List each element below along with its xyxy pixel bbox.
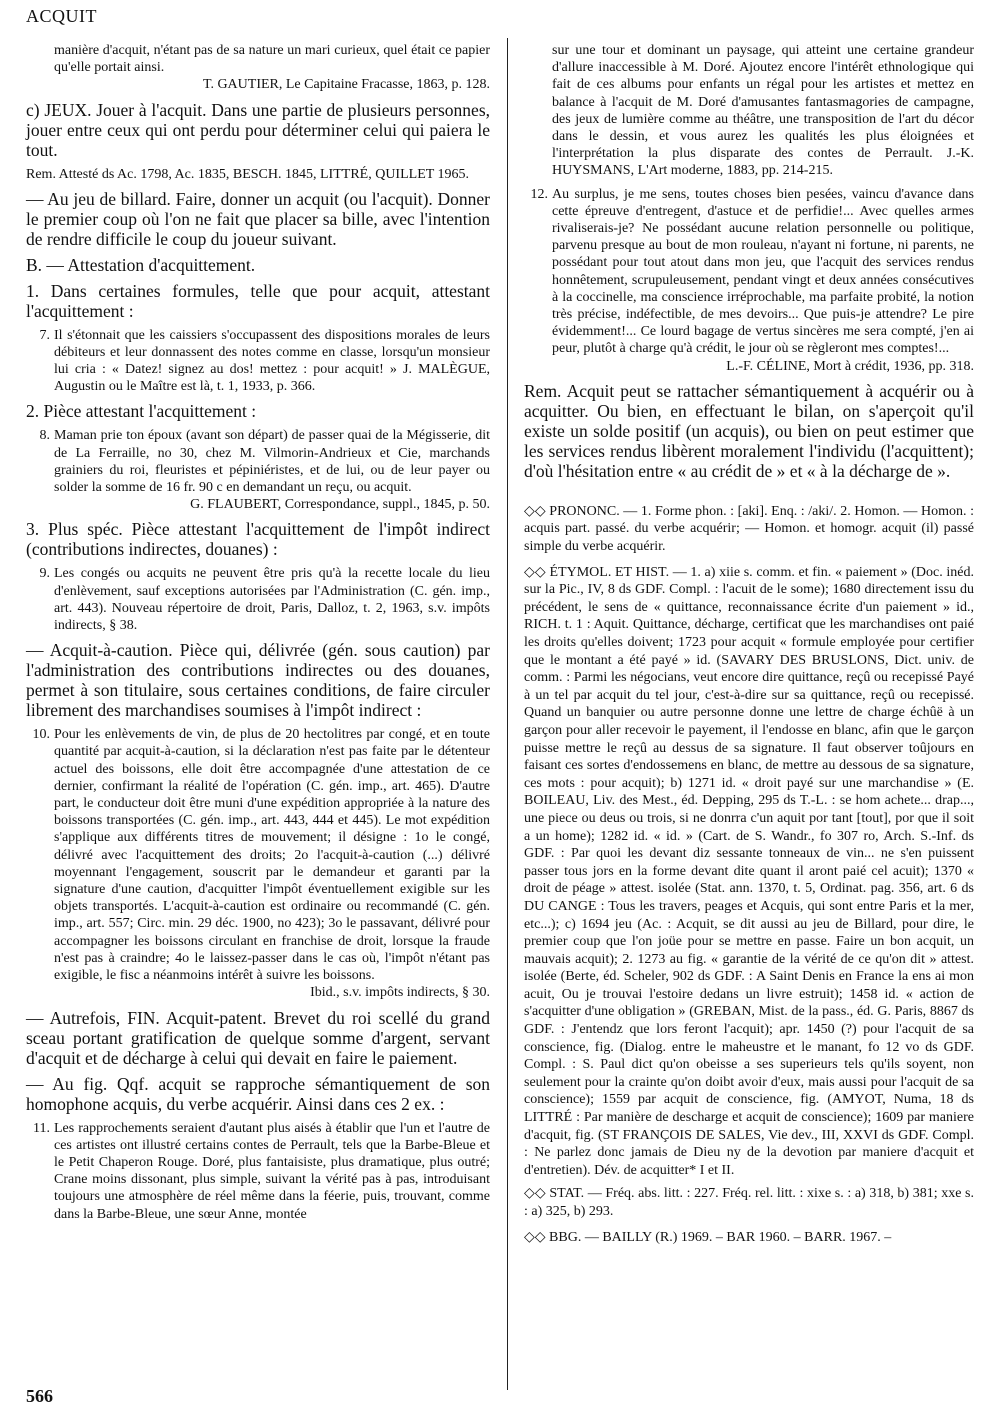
citation-source: L.-F. CÉLINE, Mort à crédit, 1936, pp. 318. — [726, 358, 974, 374]
citation-text: Les rapprochements seraient d'autant plus aisés à établir que l'un et l'autre de ces artistes ont illustré certains contes de Perrault, tels que la Barbe-Bleue et le Petit Chaperon Rouge. Doré, plus fantaisiste, plus dramatique, plus outré; Crane moins dissonant, plus simple, suivant la vérité pas à pas, introduisant toujours une atmosphère de réel même dans la féerie, puis, trouvant, comme dans la Barbe-Bleue, une sœur Anne, montée — [54, 1120, 490, 1222]
hdr-paragraph: 2. Pièce attestant l'acquittement : — [26, 401, 257, 422]
rem-paragraph: Rem. Attesté ds Ac. 1798, Ac. 1835, BESCH. 1845, LITTRÉ, QUILLET 1965. — [26, 166, 470, 182]
citation-source: G. FLAUBERT, Correspondance, suppl., 1845, p. 50. — [190, 497, 490, 513]
citation-number: 10. — [32, 727, 50, 743]
left-column — [26, 42, 490, 1229]
etym-paragraph: ◇◇ ÉTYMOL. ET HIST. — 1. a) xiie s. comm. et fin. « paiement » (Doc. inéd. sur la Pic., IV, 8 ds GDF. Compl. : l'acuit de le some); 1680 directement issu du précédent, le sens de « quittance, reconnaissance écrite d'un paiement » id., RICH. t. 1 : Aquit. Quittance, décharge, certificat que les marchandises ont paié les droits qu'elles doivent; 1723 pour acquit « formule employée pour certifier que le montant a été payé » id. (SAVARY DES BRUSLONS, Dict. univ. de comm. : Parmi les négocians, veut encore dire quittance, reçû ou recepissé Payé à un tel par acquit du tel jour, c'est-à-dire sur sa quittance, reçû ou recepissé. Quand un banquier ou autre personne donne une lettre de charge échûë à un garçon pour aller recevoir le payement, il l'endosse en blanc, afin que le garçon puisse mettre le reçû au dessus de sa signature. Il faut observer toûjours en faisant ces sortes d'endossemens en blanc, de mettre au dessous de sa signature, ces mots : pour acquit); b) 1271 id. « droit payé sur une marchandise » (E. BOILEAU, Liv. des Mest., éd. Depping, 295 ds T.-L. : se hom achete... drap..., une piece ou deus ou trois, si ne donrra c'un aquit por tant [tout], por que il soit a un home); 1282 id. « id. » (Cart. de S. Wandr., fo 307 ro, Arch. S.-Inf. ds GDF. : Par quoi les devant diz sessante tonneaux de vin... ne s'en puissent passer tous jors en la forme devant dite quant il aront paié cel acuit); 1370 « droit de péage » attest. isolée (Stat. ann. 1370, t. 5, Ordinat. pag. 356, art. 6 ds DU CANGE : Tous les travers, peages et Acquis, qui sont entre Paris et la mer, etc...); c) 1694 jeu (Ac. : Acquit, se dit aussi au jeu de Billard, pour dire, le premier coup que l'on joüe pour se mettre en passe. Faire un bon acquit, un mauvais acquit); 2. 1273 au fig. « garantie de la vérité de ce qu'on dit » attest. isolée (Berte, éd. Scheler, 902 ds GDF. : A Saint Denis en France la ens ai mon acuit, Ou je trouvai l'estoire dedans un livre estruit); 1458 id. « action de s'acquitter d'une obligation » (GREBAN, Mist. de la pass., éd. G. Paris, 8867 ds GDF. : J'entendz que lors feront l'acquit); apr. 1450 (?) pour l'acquit de sa conscience, fig. (Dialog. entre le maheustre et le manant, fo 12 vo ds GDF. Compl. : S. Paul dict qu'on obeisse a ses superieurs tels qu'ils soyent, non seulement pour la crainte qu'on doibt avoir d'eux, mais aussi pour l'acquit de sa conscience); 1559 par acquit de conscience, fig. (AMYOT, Numa, 18 ds LITTRÉ : Par manière de descharge et acquit de conscience); 1609 par maniere d'acquit, fig. (ST FRANÇOIS DE SALES, Vie dev., III, XXVI ds GDF. Compl. : Ne parlez donc jamais de Dieu ny de la devotion par maniere d'acquit et d'entretien). Dév. de acquitter* I et II. — [524, 564, 974, 1178]
section-paragraph: ◇◇ STAT. — Fréq. abs. litt. : 227. Fréq. rel. litt. : xixe s. : a) 318, b) 381; xxe s. : a) 325, b) 293. — [524, 1186, 974, 1220]
remlarge-paragraph: Rem. Acquit peut se rattacher sémantiquement à acquérir ou à acquitter. Ou bien, en effectuant le bilan, on s'aperçoit qu'il existe un solde positif (un acquis), ou bien on peut estimer que les services rendus libèrent moralement l'individu (l'acquittent); d'où l'hésitation entre « au crédit de » et « à la décharge de ». — [524, 380, 974, 481]
citation-text: sur une tour et dominant un paysage, qui atteint une certaine grandeur d'allure inaccessible à M. Doré. Ajoutez encore l'intérêt ethnologique qui fait de ces albums pour enfants un régal pour les artistes et mettez en balance à l'acquit de M. Doré d'amusantes fantasmagories de campagne, des jeux de lumière comme au théâtre, une transposition de l'art du décor dans le dessin, et vous aurez les qualités les plus éloignées et l'interprétation la plus disparate des contes de Perrault. J.-K. HUYSMANS, L'Art moderne, 1883, pp. 214-215. — [552, 43, 974, 179]
citation-11. — [26, 1120, 490, 1223]
page-number: 566 — [26, 1386, 53, 1406]
right-column — [524, 42, 974, 1254]
citation-8. — [26, 427, 490, 513]
citation-text: Au surplus, je me sens, toutes choses bien pesées, vaincu d'avance dans cette épreuve d'entregent, d'astuce et de perfidie!... Avec quelles armes rivaliserais-je? Ne possédant aucune relation personnelle ou politique, parvenu presque au bout de mon rouleau, n'ayant ni fortune, ni parents, ne possédant pour tout atout dans mon jeu, que l'acquit des services rendus honnêtement, scrupuleusement, pendant vingt et deux années consécutives à la coccinelle, ma conscience irréprochable, ma parfaite probité, la notion très précise, indéfectible, de mes devoirs... Que puis-je attendre? Le pire évidemment!... Ce lourd bagage de vertus sincères me sera compté, j'en ai peur, plutôt à charge qu'à crédit, le jour où se règleront mes comptes!... — [552, 186, 974, 357]
hdr-paragraph: — Au fig. Qqf. acquit se rapproche sémantiquement de son homophone acquis, du verbe acquérir. Ainsi dans ces 2 ex. : — [26, 1073, 490, 1114]
section-paragraph: ◇◇ BBG. — BAILLY (R.) 1969. – BAR 1960. – BARR. 1967. – — [524, 1229, 892, 1245]
hdr-paragraph: — Autrefois, FIN. Acquit-patent. Brevet du roi scellé du grand sceau portant gratification de quelque somme d'argent, servant d'acquit et de décharge à celui qui devait en faire le paiement. — [26, 1007, 490, 1068]
citation-text: Maman prie ton époux (avant son départ) de passer quai de la Mégisserie, dit de La Ferraille, no 30, chez M. Vilmorin-Andrieux et Cie, marchands grainiers du roi, fleuristes et pépiniéristes, et de lui, ou de leur payer ou solder la somme de 16 fr. 90 c en demandant un reçu, ou acquit. — [54, 428, 490, 496]
citation-7. — [26, 327, 490, 396]
citation-text: manière d'acquit, n'étant pas de sa nature un mari curieux, quel était ce papier qu'elle portait ainsi. — [54, 43, 490, 76]
citation-cont — [26, 42, 490, 94]
citation-12. — [524, 186, 974, 375]
citation-text: Il s'étonnait que les caissiers s'occupassent des dispositions morales de leurs débiteurs et leur donnassent des notes comme en classe, lorsqu'un monsieur lui cria : « Datez! signez au dos! mettez : pour acquit! » J. MALÈGUE, Augustin ou le Maître est là, t. 1, 1933, p. 366. — [54, 327, 490, 395]
hdr-paragraph: c) JEUX. Jouer à l'acquit. Dans une partie de plusieurs personnes, jouer entre ceux qui ont perdu pour déterminer celui qui paiera le tout. — [26, 99, 490, 160]
column-divider — [507, 38, 508, 1390]
citation-number: 7. — [39, 327, 50, 343]
hdr-paragraph: 3. Plus spéc. Pièce attestant l'acquittement de l'impôt indirect (contributions indirectes, douanes) : — [26, 519, 490, 560]
hdr-paragraph: B. — Attestation d'acquittement. — [26, 254, 256, 275]
running-head: ACQUIT — [26, 6, 97, 26]
section-paragraph: ◇◇ PRONONC. — 1. Forme phon. : [aki]. Enq. : /aki/. 2. Homon. — Homon. : acquis part. passé. du verbe acquérir; — Homon. et homogr. acquit (il) passé simple du verbe acquérir. — [524, 503, 974, 555]
citation-9. — [26, 565, 490, 634]
hdr-paragraph: — Acquit-à-caution. Pièce qui, délivrée (gén. sous caution) par l'administration des contributions indirectes ou des douanes, permet à son titulaire, sous certaines conditions, de faire circuler librement des marchandises soumises à l'impôt indirect : — [26, 640, 490, 721]
citation-text: Pour les enlèvements de vin, de plus de 20 hectolitres par congé, et en toute quantité par acquit-à-caution, si la déclaration n'est pas faite par le détenteur actuel des boissons, elle doit être accompagnée d'une attestation de ce dernier, confirmant la réalité de l'opération (C. gén. imp., art. 465). D'autre part, le conducteur doit être muni d'une expédition appropriée à la nature des boissons transportées (C. gén. imp., art. 443, 444 et 445). Le mot expédition s'applique aux différents titres de mouvement; il désigne : 1o le congé, délivré avec l'acquittement des droits; 2o l'acquit-à-caution (...) délivré moyennant l'engagement, souscrit par le demandeur et garanti par la signature d'une caution, d'acquitter l'impôt éventuellement exigible sur les objets transportés. L'acquit-à-caution est ordinaire ou recommandé (C. gén. imp., art. 557; Circ. min. 29 déc. 1900, no 423); 3o le passavant, délivré pour accompagner les boissons circulant en franchise de droit, lorsque la fraude n'est pas à craindre; 4o le laissez-passer dans le cas où, l'impôt n'étant pas exigible, le fisc a néanmoins intérêt à suivre les boissons. — [54, 727, 490, 984]
citation-10. — [26, 726, 490, 1001]
citation-source: Ibid., s.v. impôts indirects, § 30. — [310, 985, 490, 1001]
citation-text: Les congés ou acquits ne peuvent être pris qu'à la recette locale du lieu d'enlèvement, sauf exceptions autorisées par l'Administration (C. gén. imp., art. 443). Nouveau répertoire de droit, Paris, Dalloz, t. 2, 1963, s.v. impôts indirects, § 38. — [54, 566, 490, 634]
citation-source: T. GAUTIER, Le Capitaine Fracasse, 1863, p. 128. — [202, 77, 490, 93]
citation-number: 12. — [530, 186, 548, 202]
citation-number: 11. — [33, 1120, 50, 1136]
citation-number: 8. — [39, 428, 50, 444]
hdr-paragraph: 1. Dans certaines formules, telle que pour acquit, attestant l'acquittement : — [26, 280, 490, 321]
citation-number: 9. — [39, 566, 50, 582]
citation-cont — [524, 42, 974, 180]
hdr-paragraph: — Au jeu de billard. Faire, donner un acquit (ou l'acquit). Donner le premier coup où l'on ne fait que placer sa bille, avec l'intention de rendre difficile le coup du joueur suivant. — [26, 188, 490, 249]
